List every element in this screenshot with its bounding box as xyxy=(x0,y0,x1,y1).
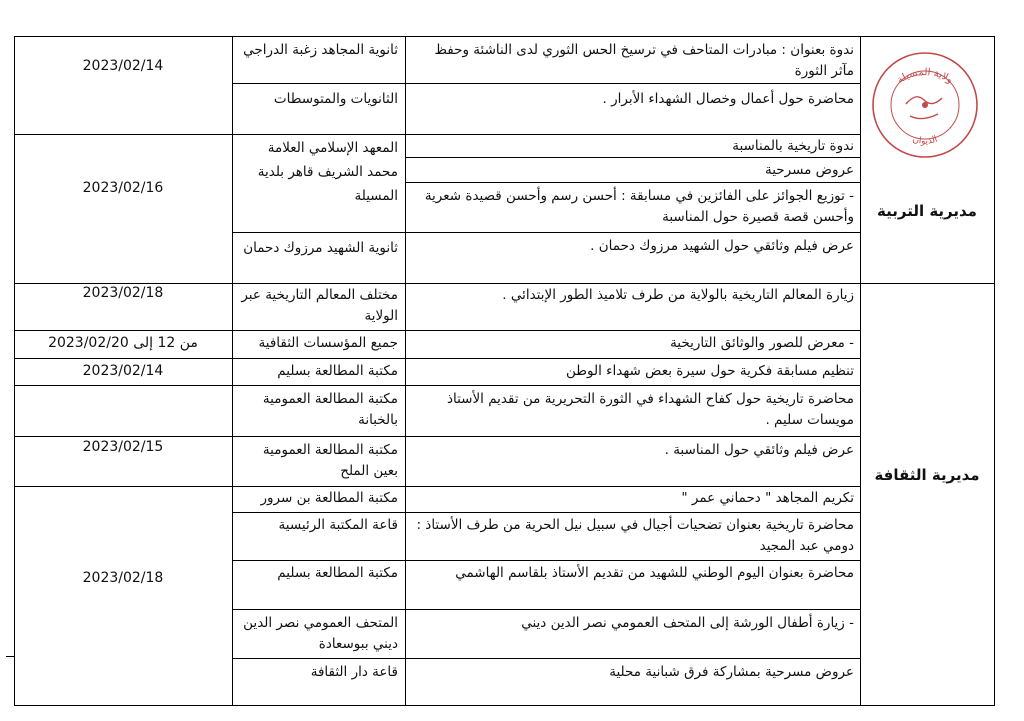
row-divider xyxy=(232,486,405,487)
stamp-bottom-text: الديوان xyxy=(911,134,939,147)
place-cell: مختلف المعالم التاريخية عبر الولاية xyxy=(241,287,398,324)
row-divider xyxy=(405,560,860,561)
col-divider xyxy=(860,36,861,706)
row-divider xyxy=(405,486,860,487)
row-divider xyxy=(232,658,405,659)
activity-cell: محاضرة تاريخية حول كفاح الشهداء في الثورة التحريرية من تقديم الأستاذ مويسات سليم . xyxy=(446,391,854,428)
official-stamp xyxy=(866,44,984,166)
activity-cell: محاضرة حول أعمال وخصال الشهداء الأبرار . xyxy=(602,91,854,107)
row-divider xyxy=(405,83,860,84)
row-divider xyxy=(232,436,405,437)
place-cell: جميع المؤسسات الثقافية xyxy=(258,335,398,351)
activity-cell: زيارة المعالم التاريخية بالولاية من طرف تلاميذ الطور الإبتدائي . xyxy=(502,287,854,303)
row-divider xyxy=(232,83,405,84)
row-divider xyxy=(405,658,860,659)
place-cell: مكتبة المطالعة العمومية بعين الملح xyxy=(262,442,398,479)
date-cell: 2023/02/18 xyxy=(82,570,164,586)
date-cell: 2023/02/14 xyxy=(82,363,164,379)
row-divider xyxy=(232,330,405,331)
place-cell: ثانوية المجاهد زغبة الدراجي xyxy=(243,42,398,58)
col-divider xyxy=(405,36,406,706)
activity-cell: عرض فيلم وثائقي حول الشهيد مرزوك دحمان . xyxy=(590,238,854,254)
row-divider xyxy=(232,232,405,233)
activity-cell: ندوة تاريخية بالمناسبة xyxy=(732,138,854,154)
date-cell: من 12 إلى 2023/02/20 xyxy=(48,335,198,351)
place-cell: قاعة المكتبة الرئيسية xyxy=(278,517,398,533)
row-divider xyxy=(14,330,232,331)
row-divider xyxy=(232,385,405,386)
date-cell: 2023/02/16 xyxy=(82,180,164,196)
row-divider xyxy=(405,385,860,386)
activity-cell: تكريم المجاهد " دحماني عمر " xyxy=(681,490,854,506)
margin-mark xyxy=(6,656,14,657)
row-divider xyxy=(14,486,232,487)
activity-cell: - توزيع الجوائز على الفائزين في مسابقة : أحسن رسم وأحسن قصيدة شعرية وأحسن قصة قصيرة حول المناسبة xyxy=(424,188,854,225)
directorate-culture: مديرية الثقافة xyxy=(874,466,980,484)
row-divider xyxy=(405,330,860,331)
row-divider xyxy=(232,512,405,513)
date-cell: 2023/02/15 xyxy=(82,439,164,455)
activity-cell: - زيارة أطفال الورشة إلى المتحف العمومي نصر الدين ديني xyxy=(521,615,854,631)
row-divider xyxy=(232,609,405,610)
activity-cell: تنظيم مسابقة فكرية حول سيرة بعض شهداء الوطن xyxy=(566,363,854,379)
row-divider xyxy=(405,358,860,359)
activity-cell: محاضرة بعنوان اليوم الوطني للشهيد من تقديم الأستاذ بلقاسم الهاشمي xyxy=(455,565,854,581)
activity-cell: ندوة بعنوان : مبادرات المتاحف في ترسيخ الحس الثوري لدى الناشئة وحفظ مآثر الثورة xyxy=(434,42,854,79)
activity-cell: عرض فيلم وثائقي حول المناسبة . xyxy=(664,442,854,458)
place-cell: مكتبة المطالعة العمومية بالخبانة xyxy=(262,391,398,428)
directorate-education: مديرية التربية xyxy=(877,202,977,220)
row-divider xyxy=(405,182,860,183)
activity-cell: عروض مسرحية xyxy=(764,162,854,178)
row-divider xyxy=(405,609,860,610)
row-divider xyxy=(405,157,860,158)
row-divider xyxy=(405,232,860,233)
row-divider xyxy=(14,385,232,386)
row-divider xyxy=(405,512,860,513)
col-divider xyxy=(232,36,233,706)
place-cell: قاعة دار الثقافة xyxy=(310,664,398,680)
svg-text:الديوان xyxy=(911,135,939,147)
row-divider xyxy=(232,358,405,359)
place-cell: ثانوية الشهيد مرزوك دحمان xyxy=(243,240,398,256)
row-divider xyxy=(14,358,232,359)
row-divider xyxy=(405,436,860,437)
place-cell: المعهد الإسلامي العلامة محمد الشريف قاهر بلدية المسيلة xyxy=(257,140,398,204)
row-divider xyxy=(232,134,405,135)
stamp-top-text: ولاية المسيلة xyxy=(895,67,955,86)
place-cell: مكتبة المطالعة بسليم xyxy=(277,565,398,581)
activity-cell: - معرض للصور والوثائق التاريخية xyxy=(670,335,854,351)
date-cell: 2023/02/18 xyxy=(82,285,164,301)
row-divider xyxy=(232,560,405,561)
activity-cell: محاضرة تاريخية بعنوان تضحيات أجيال في سبيل نيل الحرية من طرف الأستاذ : دومي عبد المجيد xyxy=(416,517,854,554)
place-cell: مكتبة المطالعة بن سرور xyxy=(260,490,398,506)
row-divider xyxy=(405,134,860,135)
row-divider xyxy=(14,134,232,135)
svg-text:ولاية المسيلة xyxy=(895,67,955,86)
activity-cell: عروض مسرحية بمشاركة فرق شبانية محلية xyxy=(609,664,854,680)
place-cell: الثانويات والمتوسطات xyxy=(273,91,398,107)
date-cell: 2023/02/14 xyxy=(82,58,164,74)
place-cell: مكتبة المطالعة بسليم xyxy=(277,363,398,379)
place-cell: المتحف العمومي نصر الدين ديني ببوسعادة xyxy=(243,615,398,652)
